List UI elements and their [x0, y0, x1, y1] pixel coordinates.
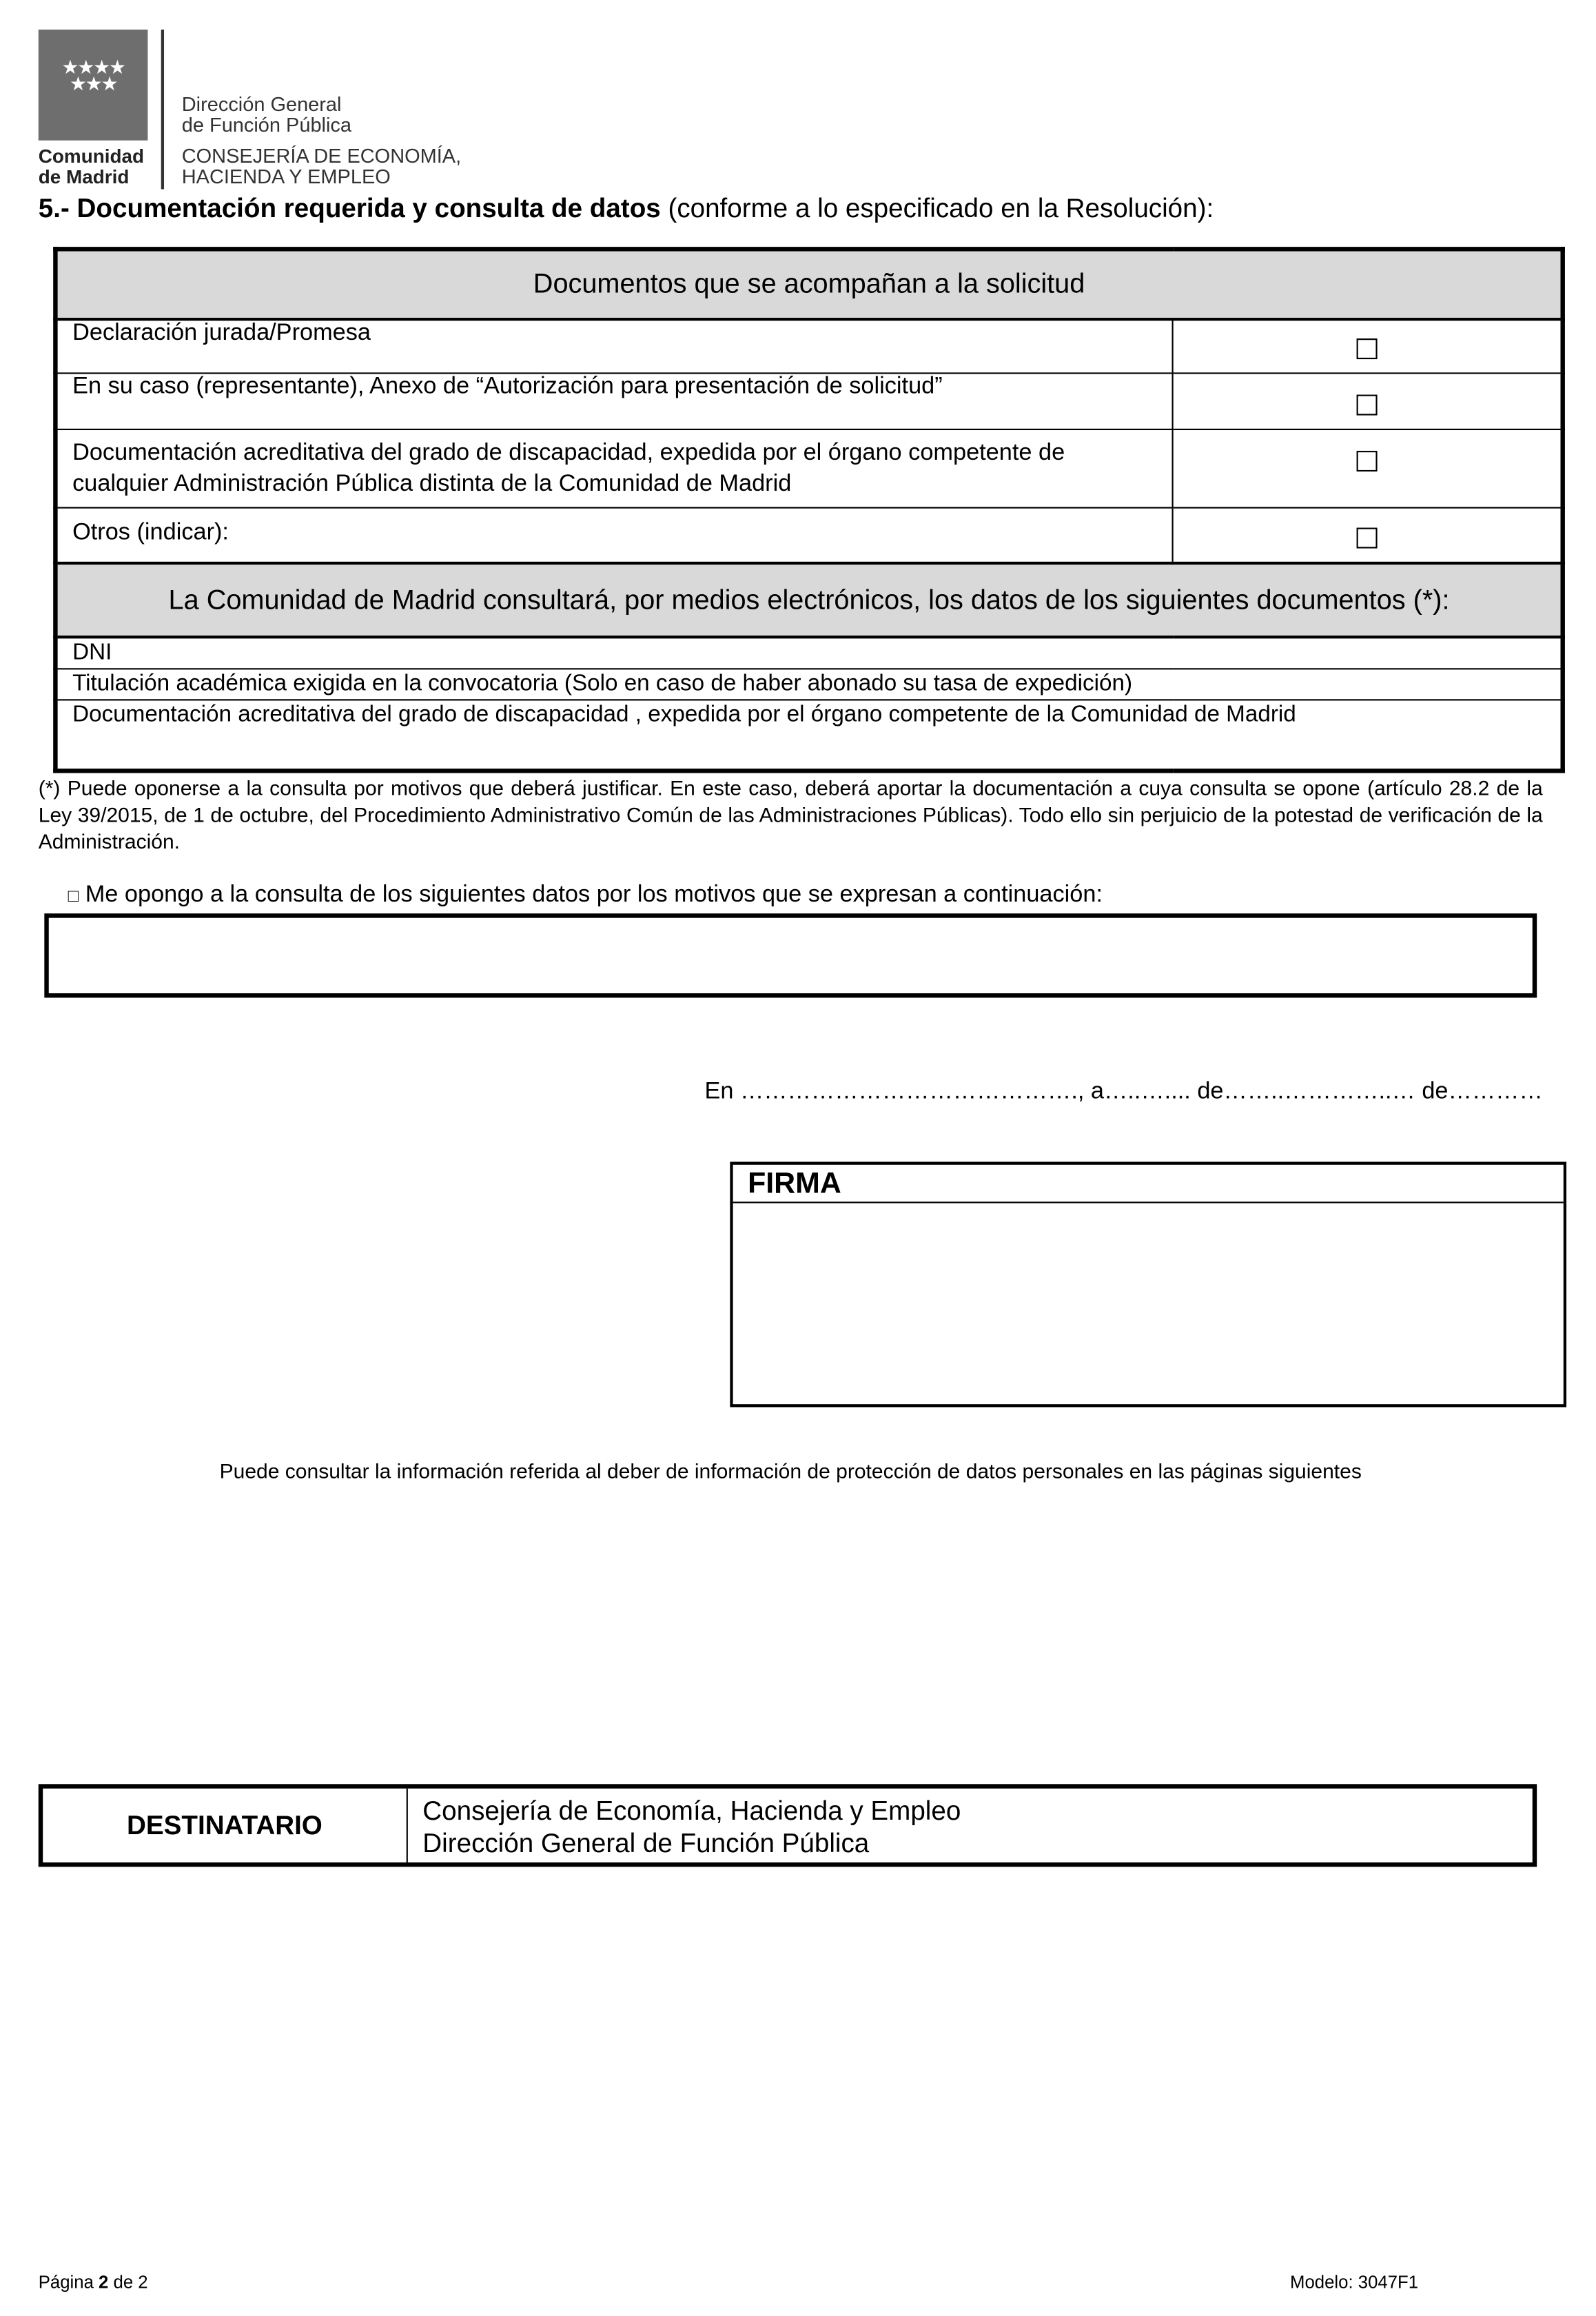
signature-box[interactable]: [730, 1161, 1566, 1407]
table-row: [55, 429, 1562, 508]
table-row: [55, 373, 1562, 429]
opposition-label: Me opongo a la consulta de los siguientes datos por los motivos que se expresan a continuación:: [79, 882, 1103, 908]
consulted-doc: Titulación académica exigida en la convocatoria (Solo en caso de haber abonado su tasa de expedición): [55, 669, 1562, 700]
table-row: [55, 700, 1562, 771]
doc-label: Declaración jurada/Promesa: [55, 318, 1172, 373]
org-line2: de Función Pública: [181, 114, 351, 136]
consulted-doc: Documentación acreditativa del grado de discapacidad , expedida por el órgano competente de la Comunidad de Madrid: [55, 700, 1562, 771]
opposition-checkbox[interactable]: □: [68, 885, 79, 906]
doc-label: En su caso (representante), Anexo de “Autorización para presentación de solicitud”: [55, 373, 1172, 429]
model-code: Modelo: 3047F1: [1290, 2271, 1419, 2293]
logo-stars-icon: ★★★★ ★★★: [61, 56, 125, 95]
table-row: [55, 318, 1562, 373]
org-line3: CONSEJERÍA DE ECONOMÍA,: [181, 145, 462, 167]
recipient-box: [39, 1784, 1537, 1867]
section-title: [39, 194, 1214, 225]
logo-name-line2: de Madrid: [38, 165, 130, 188]
table-row: [55, 508, 1562, 562]
logo-divider: [161, 30, 163, 190]
logo-name: [39, 146, 144, 187]
logo-name-line1: Comunidad: [38, 145, 145, 167]
opposition-line: [68, 882, 1103, 909]
place-date-line[interactable]: En ……………………………………., a…..….... de……..…………..… de…………: [704, 1079, 1543, 1104]
page-number: [39, 2272, 148, 2293]
doc-checkbox[interactable]: [1357, 527, 1378, 547]
consulted-header: La Comunidad de Madrid consultará, por medios electrónicos, los datos de los siguientes documentos (*):: [55, 562, 1562, 636]
data-protection-info: Puede consultar la información referida al deber de información de protección de datos personales en las páginas siguientes: [219, 1459, 1362, 1483]
doc-checkbox[interactable]: [1357, 395, 1378, 416]
recipient-label: DESTINATARIO: [43, 1789, 408, 1862]
page-current: 2: [99, 2271, 109, 2293]
org-line1: Dirección General: [181, 93, 342, 116]
documents-table: [53, 247, 1565, 773]
recipient-line2: Dirección General de Función Pública: [422, 1828, 870, 1858]
recipient-line1: Consejería de Economía, Hacienda y Empleo: [422, 1796, 961, 1826]
doc-checkbox[interactable]: [1357, 451, 1378, 471]
opposition-reasons-field[interactable]: [44, 913, 1537, 997]
org-line4: HACIENDA Y EMPLEO: [181, 165, 391, 188]
page-suffix: de 2: [108, 2271, 148, 2293]
table-row: [55, 636, 1562, 669]
doc-label: Otros (indicar):: [55, 508, 1172, 562]
section-title-bold: 5.- Documentación requerida y consulta de datos: [38, 193, 661, 223]
doc-checkbox[interactable]: [1357, 338, 1378, 359]
consulted-doc: DNI: [55, 636, 1562, 669]
doc-label: Documentación acreditativa del grado de discapacidad, expedida por el órgano competente de cualquier Administración Pública distinta de la Comunidad de Madrid: [55, 429, 1172, 508]
documents-header: Documentos que se acompañan a la solicitud: [55, 249, 1562, 318]
footnote: (*) Puede oponerse a la consulta por motivos que deberá justificar. En este caso, deberá aportar la documentación a cuya consulta se opone (artículo 28.2 de la Ley 39/2015, de 1 de octubre, del Procedimiento Administrativo Común de las Administraciones Públicas). Todo ello sin perjuicio de la potestad de verificación de la Administración.: [38, 775, 1543, 853]
table-row: [55, 669, 1562, 700]
page-prefix: Página: [38, 2271, 99, 2293]
section-title-note: (conforme a lo especificado en la Resolución):: [660, 193, 1214, 223]
signature-label: FIRMA: [733, 1165, 1564, 1203]
